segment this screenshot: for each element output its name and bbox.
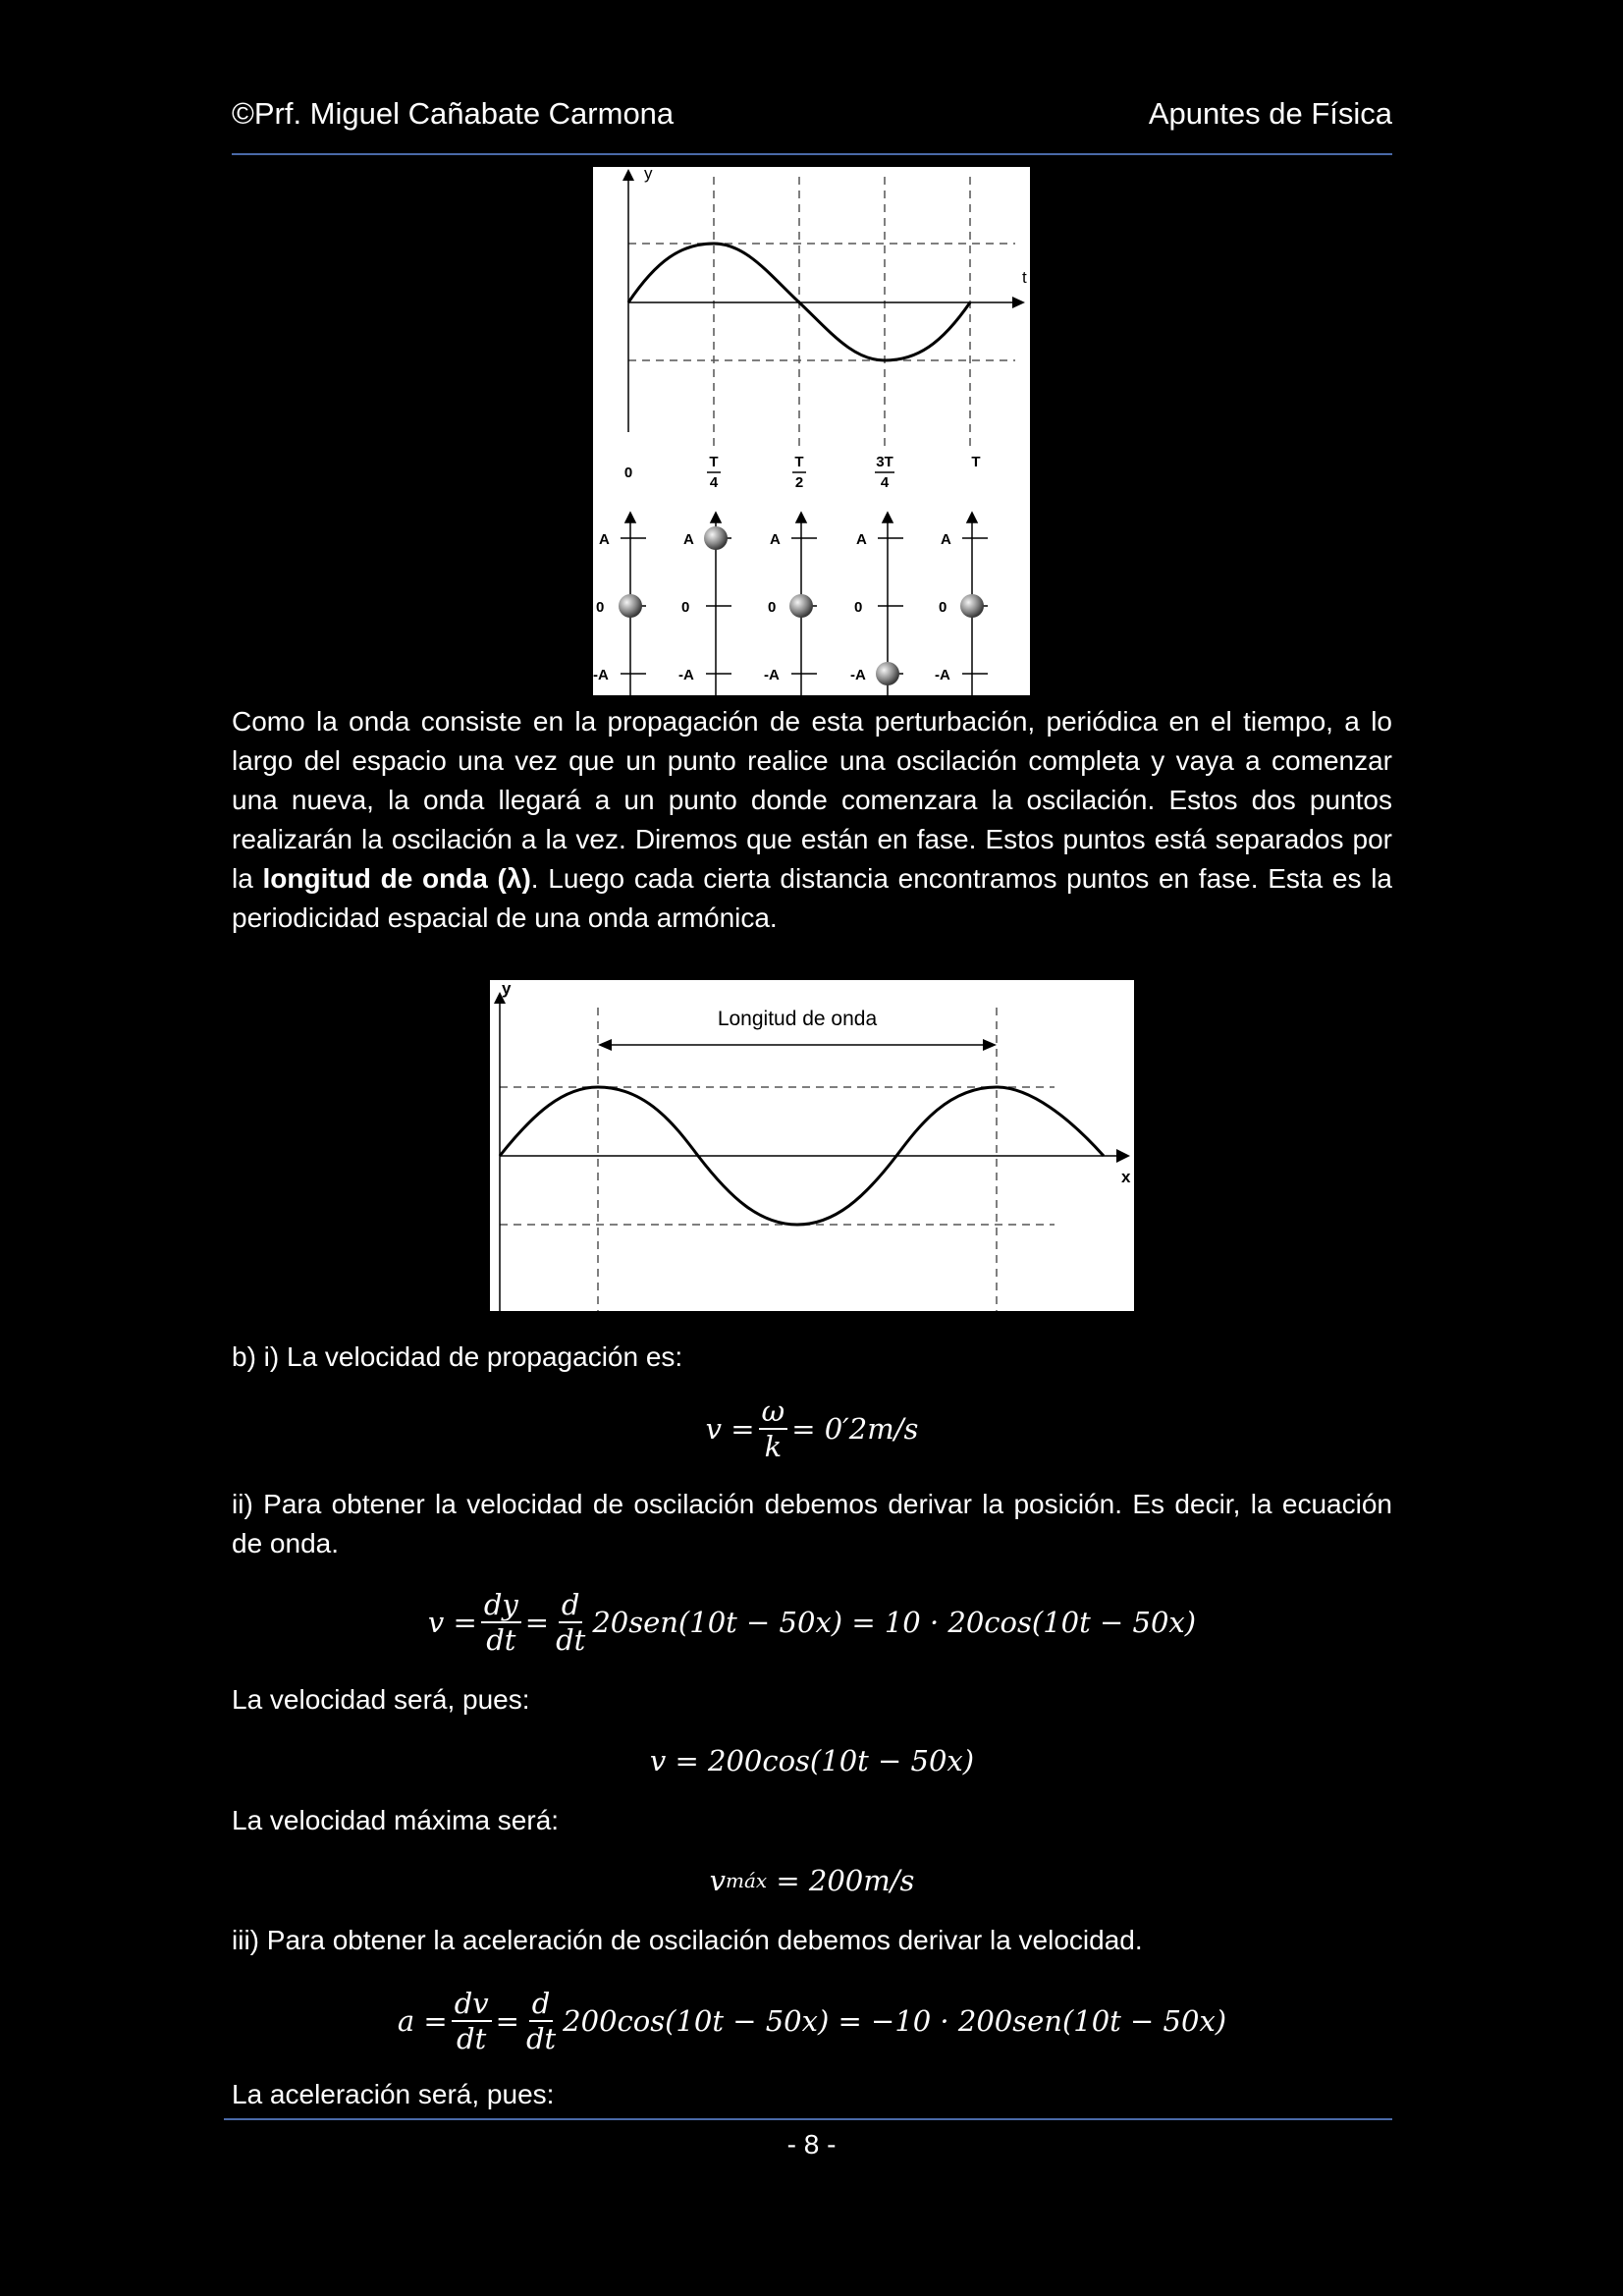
time-label-3t4-num: 3T	[876, 454, 893, 470]
equation-oscillation-velocity	[232, 1583, 1392, 1662]
wavelength-label: Longitud de onda	[717, 1008, 878, 1030]
tick-minus-A: -A	[764, 667, 780, 683]
b-i-intro: b) i) La velocidad de propagación es:	[232, 1341, 683, 1372]
oscillation-figure	[593, 167, 1030, 695]
wavelength-term: longitud de onda (λ)	[262, 863, 531, 894]
eq-lhs: a =	[397, 2004, 448, 2038]
x-axis-arrow	[1116, 1149, 1130, 1163]
equation-propagation-velocity	[232, 1390, 1392, 1468]
oscillation-figure-svg	[593, 167, 1030, 695]
document-title: Apuntes de Física	[1148, 96, 1392, 131]
footer-divider	[224, 2118, 1392, 2120]
oscillator-t2	[764, 513, 817, 695]
time-label-t2-num: T	[794, 454, 804, 470]
tick-A: A	[856, 531, 867, 548]
tick-minus-A: -A	[935, 667, 950, 683]
frac-num: dv	[452, 1987, 492, 2022]
time-label-0: 0	[623, 465, 633, 481]
oscillator-3t4	[850, 513, 903, 695]
max-velocity-text: La velocidad máxima será:	[232, 1805, 560, 1835]
eq-rhs: 200cos(10t − 50x) = −10 · 200sen(10t − 50x)	[563, 2004, 1227, 2038]
tick-A: A	[599, 531, 610, 548]
t-axis-label: t	[1022, 268, 1027, 287]
wavelength-figure	[490, 980, 1134, 1311]
eq-rhs: = 0′2m/s	[791, 1412, 919, 1446]
frac-den: dt	[457, 2022, 487, 2055]
y-axis-label: y	[502, 980, 512, 998]
page-header	[232, 96, 1392, 155]
time-label-t4-den: 4	[709, 474, 719, 491]
y-axis-arrow	[622, 169, 634, 181]
paragraph-text-end: . Luego cada cierta distancia encontramos puntos en fase. Esta es la periodicidad espacial de una onda armónica.	[232, 863, 1392, 933]
frac-num: dy	[481, 1588, 521, 1623]
fraction-dv-dt	[452, 1987, 492, 2055]
fraction	[759, 1394, 788, 1463]
paragraph-wavelength	[232, 702, 1392, 938]
frac-num: d	[529, 1987, 554, 2022]
equation-max-velocity	[232, 1856, 1392, 1905]
b-iii-intro: iii) Para obtener la aceleración de oscilación debemos derivar la velocidad.	[232, 1925, 1143, 1955]
frac-num: d	[559, 1588, 583, 1623]
x-axis-label: x	[1121, 1168, 1131, 1186]
tick-0: 0	[854, 599, 863, 616]
eq-subscript: máx	[725, 1869, 768, 1892]
author-name: ©Prf. Miguel Cañabate Carmona	[232, 96, 675, 131]
oscillator-t4	[678, 513, 731, 695]
equation-acceleration-derivation	[232, 1982, 1392, 2060]
wavelength-figure-svg	[490, 980, 1134, 1311]
eq-equals: =	[495, 2004, 519, 2038]
frac-den: dt	[556, 1623, 586, 1657]
fraction-d-dt	[523, 1987, 559, 2055]
eq-var: v	[709, 1864, 726, 1897]
tick-0: 0	[939, 599, 947, 616]
velocity-text: La velocidad será, pues:	[232, 1684, 530, 1715]
tick-A: A	[770, 531, 781, 548]
time-label-t: T	[971, 454, 981, 470]
tick-minus-A: -A	[678, 667, 694, 683]
tick-minus-A: -A	[850, 667, 866, 683]
paragraph-text: Como la onda consiste en la propagación de esta perturbación, periódica en el tiempo, a lo largo del espacio una vez que un punto realice una oscilación completa y vaya a comenzar una nueva, la onda llegará a un punto donde comenzara la oscilación. Estos dos puntos realizarán la oscilación a la vez. Diremos que están en fase. Estos puntos está separados por la	[232, 706, 1392, 894]
fraction-d-dt	[553, 1588, 588, 1657]
eq-lhs: v =	[705, 1412, 755, 1446]
b-ii-intro: ii) Para obtener la velocidad de oscilación debemos derivar la posición. Es decir, la ecuación de onda.	[232, 1489, 1392, 1558]
t-axis-arrow	[1012, 297, 1025, 308]
acceleration-text: La aceleración será, pues:	[232, 2079, 555, 2109]
equation-velocity: v = 200cos(10t − 50x)	[649, 1744, 975, 1777]
wavelength-gridlines	[500, 1008, 1055, 1311]
page-number: - 8 -	[786, 2129, 837, 2159]
fraction-dy-dt	[481, 1588, 521, 1657]
time-gridlines	[628, 177, 1015, 447]
oscillator-t	[935, 513, 988, 695]
oscillator-0	[593, 513, 646, 695]
tick-A: A	[683, 531, 694, 548]
frac-den: dt	[486, 1623, 516, 1657]
y-axis-label: y	[644, 167, 653, 183]
eq-rhs: = 200m/s	[776, 1864, 915, 1897]
frac-den: dt	[525, 2022, 557, 2055]
eq-rhs: 20sen(10t − 50x) = 10 · 20cos(10t − 50x)	[592, 1606, 1197, 1639]
time-label-t4-num: T	[709, 454, 719, 470]
tick-0: 0	[681, 599, 690, 616]
eq-lhs: v =	[427, 1606, 477, 1639]
eq-equals: =	[524, 1606, 550, 1639]
time-label-3t4-den: 4	[880, 474, 890, 491]
tick-minus-A: -A	[593, 667, 609, 683]
tick-0: 0	[768, 599, 777, 616]
tick-0: 0	[596, 599, 605, 616]
time-label-t2-den: 2	[794, 474, 804, 491]
wavelength-arrow-right	[983, 1039, 997, 1051]
wavelength-arrow-left	[598, 1039, 612, 1051]
frac-num: ω	[759, 1394, 788, 1430]
tick-A: A	[941, 531, 951, 548]
frac-den: k	[764, 1430, 783, 1463]
